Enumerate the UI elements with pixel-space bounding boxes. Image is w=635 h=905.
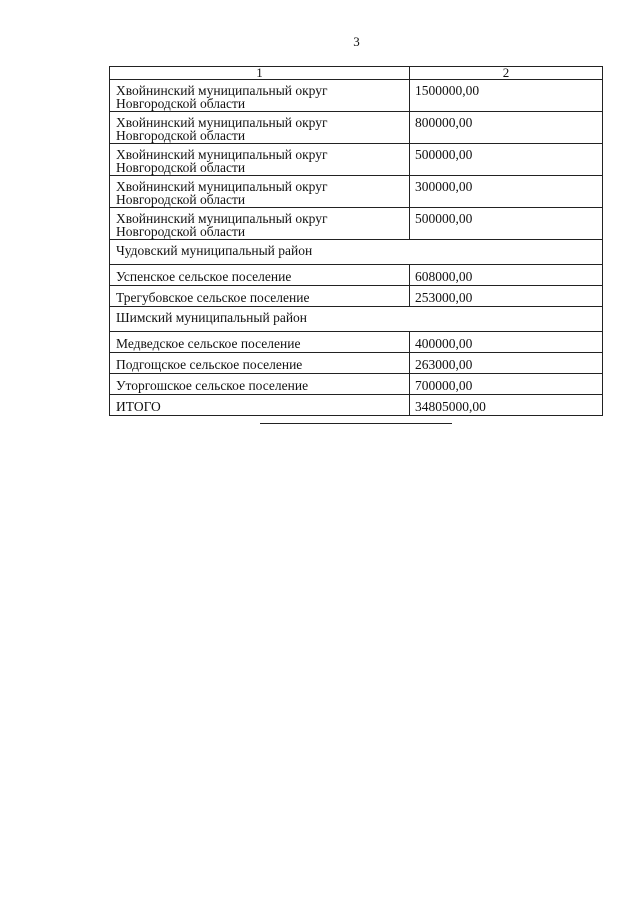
amount-cell: 263000,00	[410, 353, 603, 374]
district-heading: Чудовский муниципальный район	[110, 240, 603, 265]
municipality-name-line2: Новгородской области	[116, 160, 246, 175]
table-row	[110, 374, 603, 395]
page-number: 3	[353, 34, 360, 49]
amount-cell: 608000,00	[410, 265, 603, 286]
table-row	[110, 176, 603, 208]
settlement-name-cell: Подгощское сельское поселение	[110, 353, 410, 374]
settlement-name-cell: Медведское сельское поселение	[110, 332, 410, 353]
column-header-2: 2	[410, 67, 603, 80]
municipality-name-line1: Хвойнинский муниципальный округ	[116, 83, 328, 98]
table-row	[110, 144, 603, 176]
amount-cell: 1500000,00	[410, 80, 603, 112]
table-row	[110, 332, 603, 353]
amount-cell: 300000,00	[410, 176, 603, 208]
municipality-name-line2: Новгородской области	[116, 192, 246, 207]
table-row	[110, 353, 603, 374]
municipality-name-line2: Новгородской области	[116, 224, 246, 239]
municipality-name-line2: Новгородской области	[116, 96, 246, 111]
municipality-name-cell	[110, 80, 410, 112]
table-header-row	[110, 67, 603, 80]
total-row	[110, 395, 603, 416]
municipality-name-cell	[110, 208, 410, 240]
district-section-row	[110, 240, 603, 265]
municipality-name-cell	[110, 176, 410, 208]
municipality-name-line2: Новгородской области	[116, 128, 246, 143]
allocation-table	[109, 66, 603, 416]
amount-cell: 253000,00	[410, 286, 603, 307]
municipality-name-cell	[110, 144, 410, 176]
table-row	[110, 112, 603, 144]
end-of-document-rule	[260, 423, 452, 424]
total-label: ИТОГО	[110, 395, 410, 416]
settlement-name-cell: Успенское сельское поселение	[110, 265, 410, 286]
table-row	[110, 286, 603, 307]
total-amount: 34805000,00	[410, 395, 603, 416]
district-section-row	[110, 307, 603, 332]
table-row	[110, 208, 603, 240]
municipality-name-line1: Хвойнинский муниципальный округ	[116, 179, 328, 194]
amount-cell: 400000,00	[410, 332, 603, 353]
municipality-name-line1: Хвойнинский муниципальный округ	[116, 211, 328, 226]
settlement-name-cell: Уторгошское сельское поселение	[110, 374, 410, 395]
municipality-name-cell	[110, 112, 410, 144]
municipality-name-line1: Хвойнинский муниципальный округ	[116, 147, 328, 162]
municipality-name-line1: Хвойнинский муниципальный округ	[116, 115, 328, 130]
table-row	[110, 265, 603, 286]
amount-cell: 700000,00	[410, 374, 603, 395]
district-heading: Шимский муниципальный район	[110, 307, 603, 332]
amount-cell: 800000,00	[410, 112, 603, 144]
settlement-name-cell: Трегубовское сельское поселение	[110, 286, 410, 307]
amount-cell: 500000,00	[410, 144, 603, 176]
amount-cell: 500000,00	[410, 208, 603, 240]
table-row	[110, 80, 603, 112]
column-header-1: 1	[110, 67, 410, 80]
